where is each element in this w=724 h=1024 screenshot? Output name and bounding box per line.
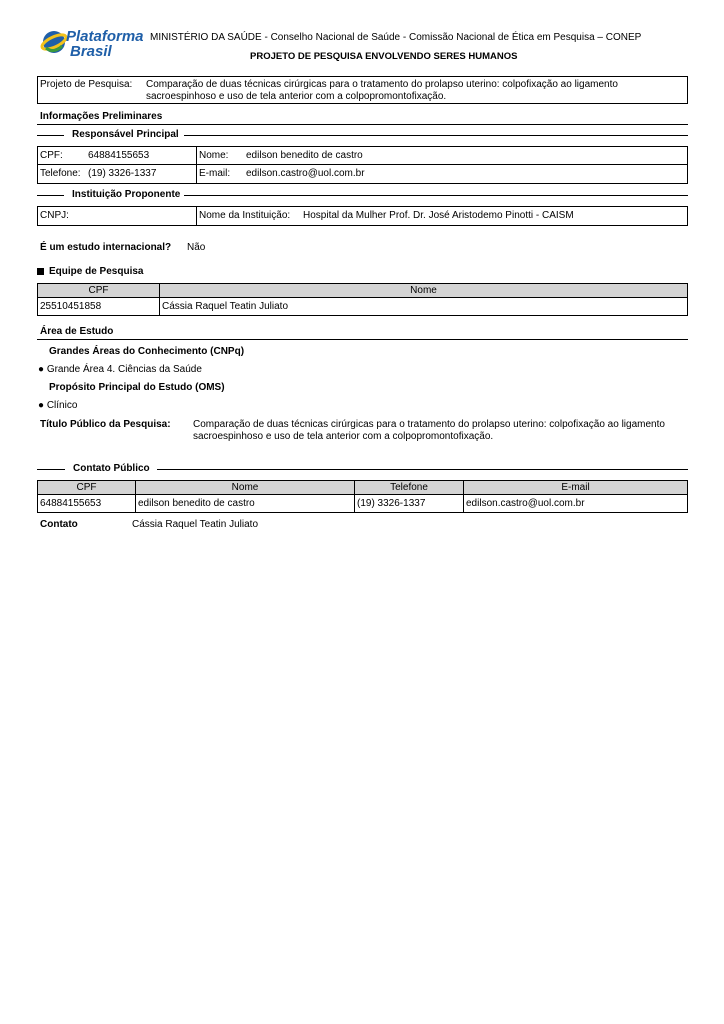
responsavel-row-2 <box>37 164 688 184</box>
internacional-label: É um estudo internacional? <box>40 242 172 253</box>
divider <box>196 207 197 225</box>
cell-cpf: 64884155653 <box>38 495 136 513</box>
prelim-rule <box>37 124 688 125</box>
instituicao-nome-label: Nome da Instituição: <box>199 210 291 221</box>
cell-email: edilson.castro@uol.com.br <box>464 495 688 513</box>
cnpq-heading: Grandes Áreas do Conhecimento (CNPq) <box>49 346 245 357</box>
contato-value: Cássia Raquel Teatin Juliato <box>132 519 259 530</box>
cnpj-label: CNPJ: <box>40 210 69 221</box>
telefone-label: Telefone: <box>40 168 81 179</box>
contato-publico-table <box>37 480 688 513</box>
contato-publico-heading: Contato Público <box>73 463 150 474</box>
divider <box>196 165 197 183</box>
column-header-nome: Nome <box>160 284 688 298</box>
titulo-publico-value: Comparação de duas técnicas cirúrgicas para o tratamento do prolapso uterino: colpofixação ao ligamento sacroespinhoso e uso de tela anterior com a colpopromontofixação. <box>193 419 665 442</box>
cell-cpf: 25510451858 <box>38 298 160 316</box>
square-bullet-icon <box>37 268 44 275</box>
nome-label: Nome: <box>199 150 229 161</box>
logo-text-line1: Plataforma <box>66 28 144 45</box>
oms-item: ● Clínico <box>38 400 78 411</box>
column-header-cpf: CPF <box>38 284 160 298</box>
responsavel-heading: Responsável Principal <box>72 129 179 140</box>
document-title: PROJETO DE PESQUISA ENVOLVENDO SERES HUMANOS <box>250 51 518 62</box>
cell-nome: Cássia Raquel Teatin Juliato <box>160 298 688 316</box>
titulo-publico-label: Título Público da Pesquisa: <box>40 419 171 430</box>
nome-value: edilson benedito de castro <box>246 150 363 161</box>
cpf-value: 64884155653 <box>88 150 150 161</box>
resp-rule-right <box>184 135 688 136</box>
equipe-table <box>37 283 688 316</box>
project-box <box>37 76 688 104</box>
area-heading: Área de Estudo <box>40 326 114 337</box>
column-header-email: E-mail <box>464 481 688 495</box>
responsavel-row-1 <box>37 146 688 165</box>
cpf-label: CPF: <box>40 150 63 161</box>
inst-rule-right <box>184 195 688 196</box>
area-rule <box>37 339 688 340</box>
logo-text-line2: Brasil <box>70 43 112 60</box>
instituicao-heading: Instituição Proponente <box>72 189 181 200</box>
table-row <box>38 495 688 513</box>
equipe-heading: Equipe de Pesquisa <box>49 266 144 277</box>
internacional-value: Não <box>187 242 206 253</box>
email-value: edilson.castro@uol.com.br <box>246 168 365 179</box>
column-header-telefone: Telefone <box>355 481 464 495</box>
cell-nome: edilson benedito de castro <box>136 495 355 513</box>
prelim-heading: Informações Preliminares <box>40 111 163 122</box>
cell-telefone: (19) 3326-1337 <box>355 495 464 513</box>
oms-heading: Propósito Principal do Estudo (OMS) <box>49 382 225 393</box>
table-header-row <box>38 284 688 298</box>
cnpq-item: ● Grande Área 4. Ciências da Saúde <box>38 364 202 375</box>
resp-rule-left <box>37 135 64 136</box>
telefone-value: (19) 3326-1337 <box>88 168 157 179</box>
contato-label: Contato <box>40 519 78 530</box>
column-header-nome: Nome <box>136 481 355 495</box>
column-header-cpf: CPF <box>38 481 136 495</box>
table-row <box>38 298 688 316</box>
ministry-line: MINISTÉRIO DA SAÚDE - Conselho Nacional de Saúde - Comissão Nacional de Ética em Pesquisa – CONEP <box>150 32 642 43</box>
divider <box>196 147 197 164</box>
instituicao-row <box>37 206 688 226</box>
project-value: Comparação de duas técnicas cirúrgicas para o tratamento do prolapso uterino: colpofixação ao ligamento sacroespinhoso e uso de tela anterior com a colpopromontofixação. <box>146 79 618 102</box>
project-label: Projeto de Pesquisa: <box>40 79 133 90</box>
contato-rule-right <box>157 469 688 470</box>
instituicao-nome-value: Hospital da Mulher Prof. Dr. José Aristodemo Pinotti - CAISM <box>303 210 574 221</box>
email-label: E-mail: <box>199 168 231 179</box>
table-header-row <box>38 481 688 495</box>
contato-rule-left <box>37 469 65 470</box>
inst-rule-left <box>37 195 64 196</box>
